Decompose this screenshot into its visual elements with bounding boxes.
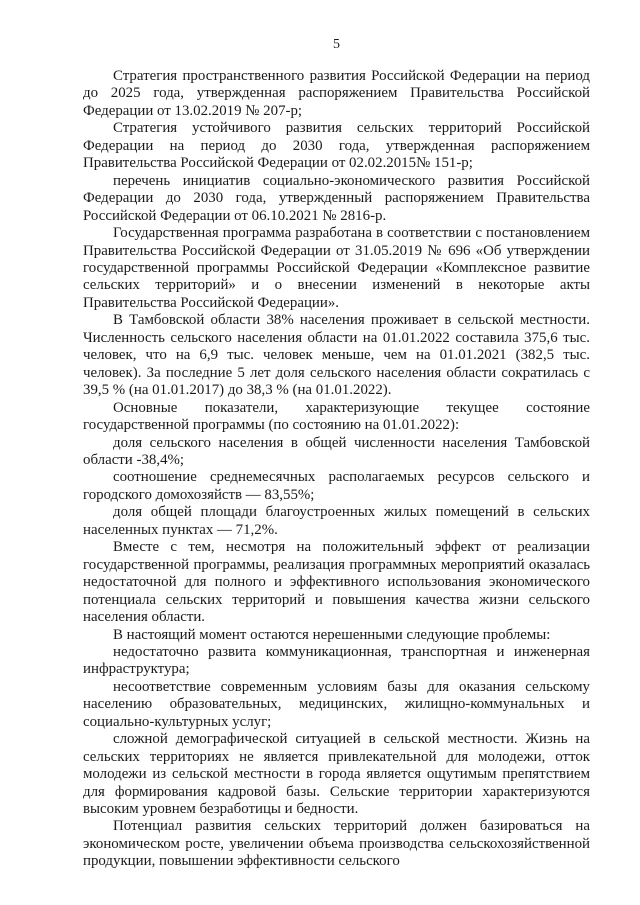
paragraph-insufficient-effect: Вместе с тем, несмотря на положительный эффект от реализации государственной программы, реализация программных мероприятий оказалась недостаточной для полного и эффективного использования экономического потенциала сельских территорий и повышения качества жизни сельского населения области. (83, 539, 590, 626)
paragraph-problem-demography: сложной демографической ситуацией в сельской местности. Жизнь на сельских территориях не является привлекательной для молодежи, отток молодежи из сельской местности в города является ощутимым препятствием для формирования кадровой базы. Сельские территории характеризуются высоким уровнем безработицы и бедности. (83, 731, 590, 818)
paragraph-indicator-resources-ratio: соотношение среднемесячных располагаемых ресурсов сельского и городского домохозяйств — 83,55%; (83, 469, 590, 503)
paragraph-rural-strategy: Стратегия устойчивого развития сельских территорий Российской Федерации на период до 2030 года, утвержденная распоряжением Правительства Российской Федерации от 02.02.2015№ 151-р; (83, 120, 590, 172)
paragraph-initiatives-list: перечень инициатив социально-экономического развития Российской Федерации до 2030 года, утвержденный распоряжением Правительства Российской Федерации от 06.10.2021 № 2816-р. (83, 172, 590, 224)
paragraph-problem-infrastructure: недостаточно развита коммуникационная, транспортная и инженерная инфраструктура; (83, 643, 590, 678)
paragraph-population: В Тамбовской области 38% населения проживает в сельской местности. Численность сельского населения области на 01.01.2022 составила 375,6 тыс. человек, что на 6,9 тыс. человек меньше, чем на 01.01.2021 (382,5 тыс. человек). За последние 5 лет доля сельского населения области сократилась с 39,5 % (на 01.01.2017) до 38,3 % (на 01.01.2022). (83, 312, 590, 399)
paragraph-indicator-rural-share: доля сельского населения в общей численности населения Тамбовской области -38,4%; (83, 434, 590, 468)
paragraph-development-potential: Потенциал развития сельских территорий должен базироваться на экономическом росте, увеличении объема производства сельскохозяйственной продукции, повышении эффективности сельского (83, 818, 590, 870)
paragraph-problem-services: несоответствие современным условиям базы для оказания сельскому населению образовательных, медицинских, жилищно-коммунальных и социально-культурных услуг; (83, 678, 590, 730)
paragraph-problems-intro: В настоящий момент остаются нерешенными следующие проблемы: (113, 626, 551, 643)
paragraph-indicators-intro: Основные показатели, характеризующие текущее состояние государственной программы (по состоянию на 01.01.2022): (83, 399, 590, 434)
paragraph-program-basis: Государственная программа разработана в соответствии с постановлением Правительства Российской Федерации от 31.05.2019 № 696 «Об утверждении государственной программы Российской Федерации «Комплексное развитие сельских территорий» и о внесении изменений в некоторые акты Правительства Российской Федерации». (83, 225, 590, 311)
paragraph-spatial-strategy: Стратегия пространственного развития Российской Федерации на период до 2025 года, утвержденная распоряжением Правительства Российской Федерации от 13.02.2019 № 207-р; (83, 68, 590, 119)
paragraph-indicator-housing: доля общей площади благоустроенных жилых помещений в сельских населенных пунктах — 71,2%. (83, 504, 590, 538)
page-number: 5 (333, 37, 340, 52)
